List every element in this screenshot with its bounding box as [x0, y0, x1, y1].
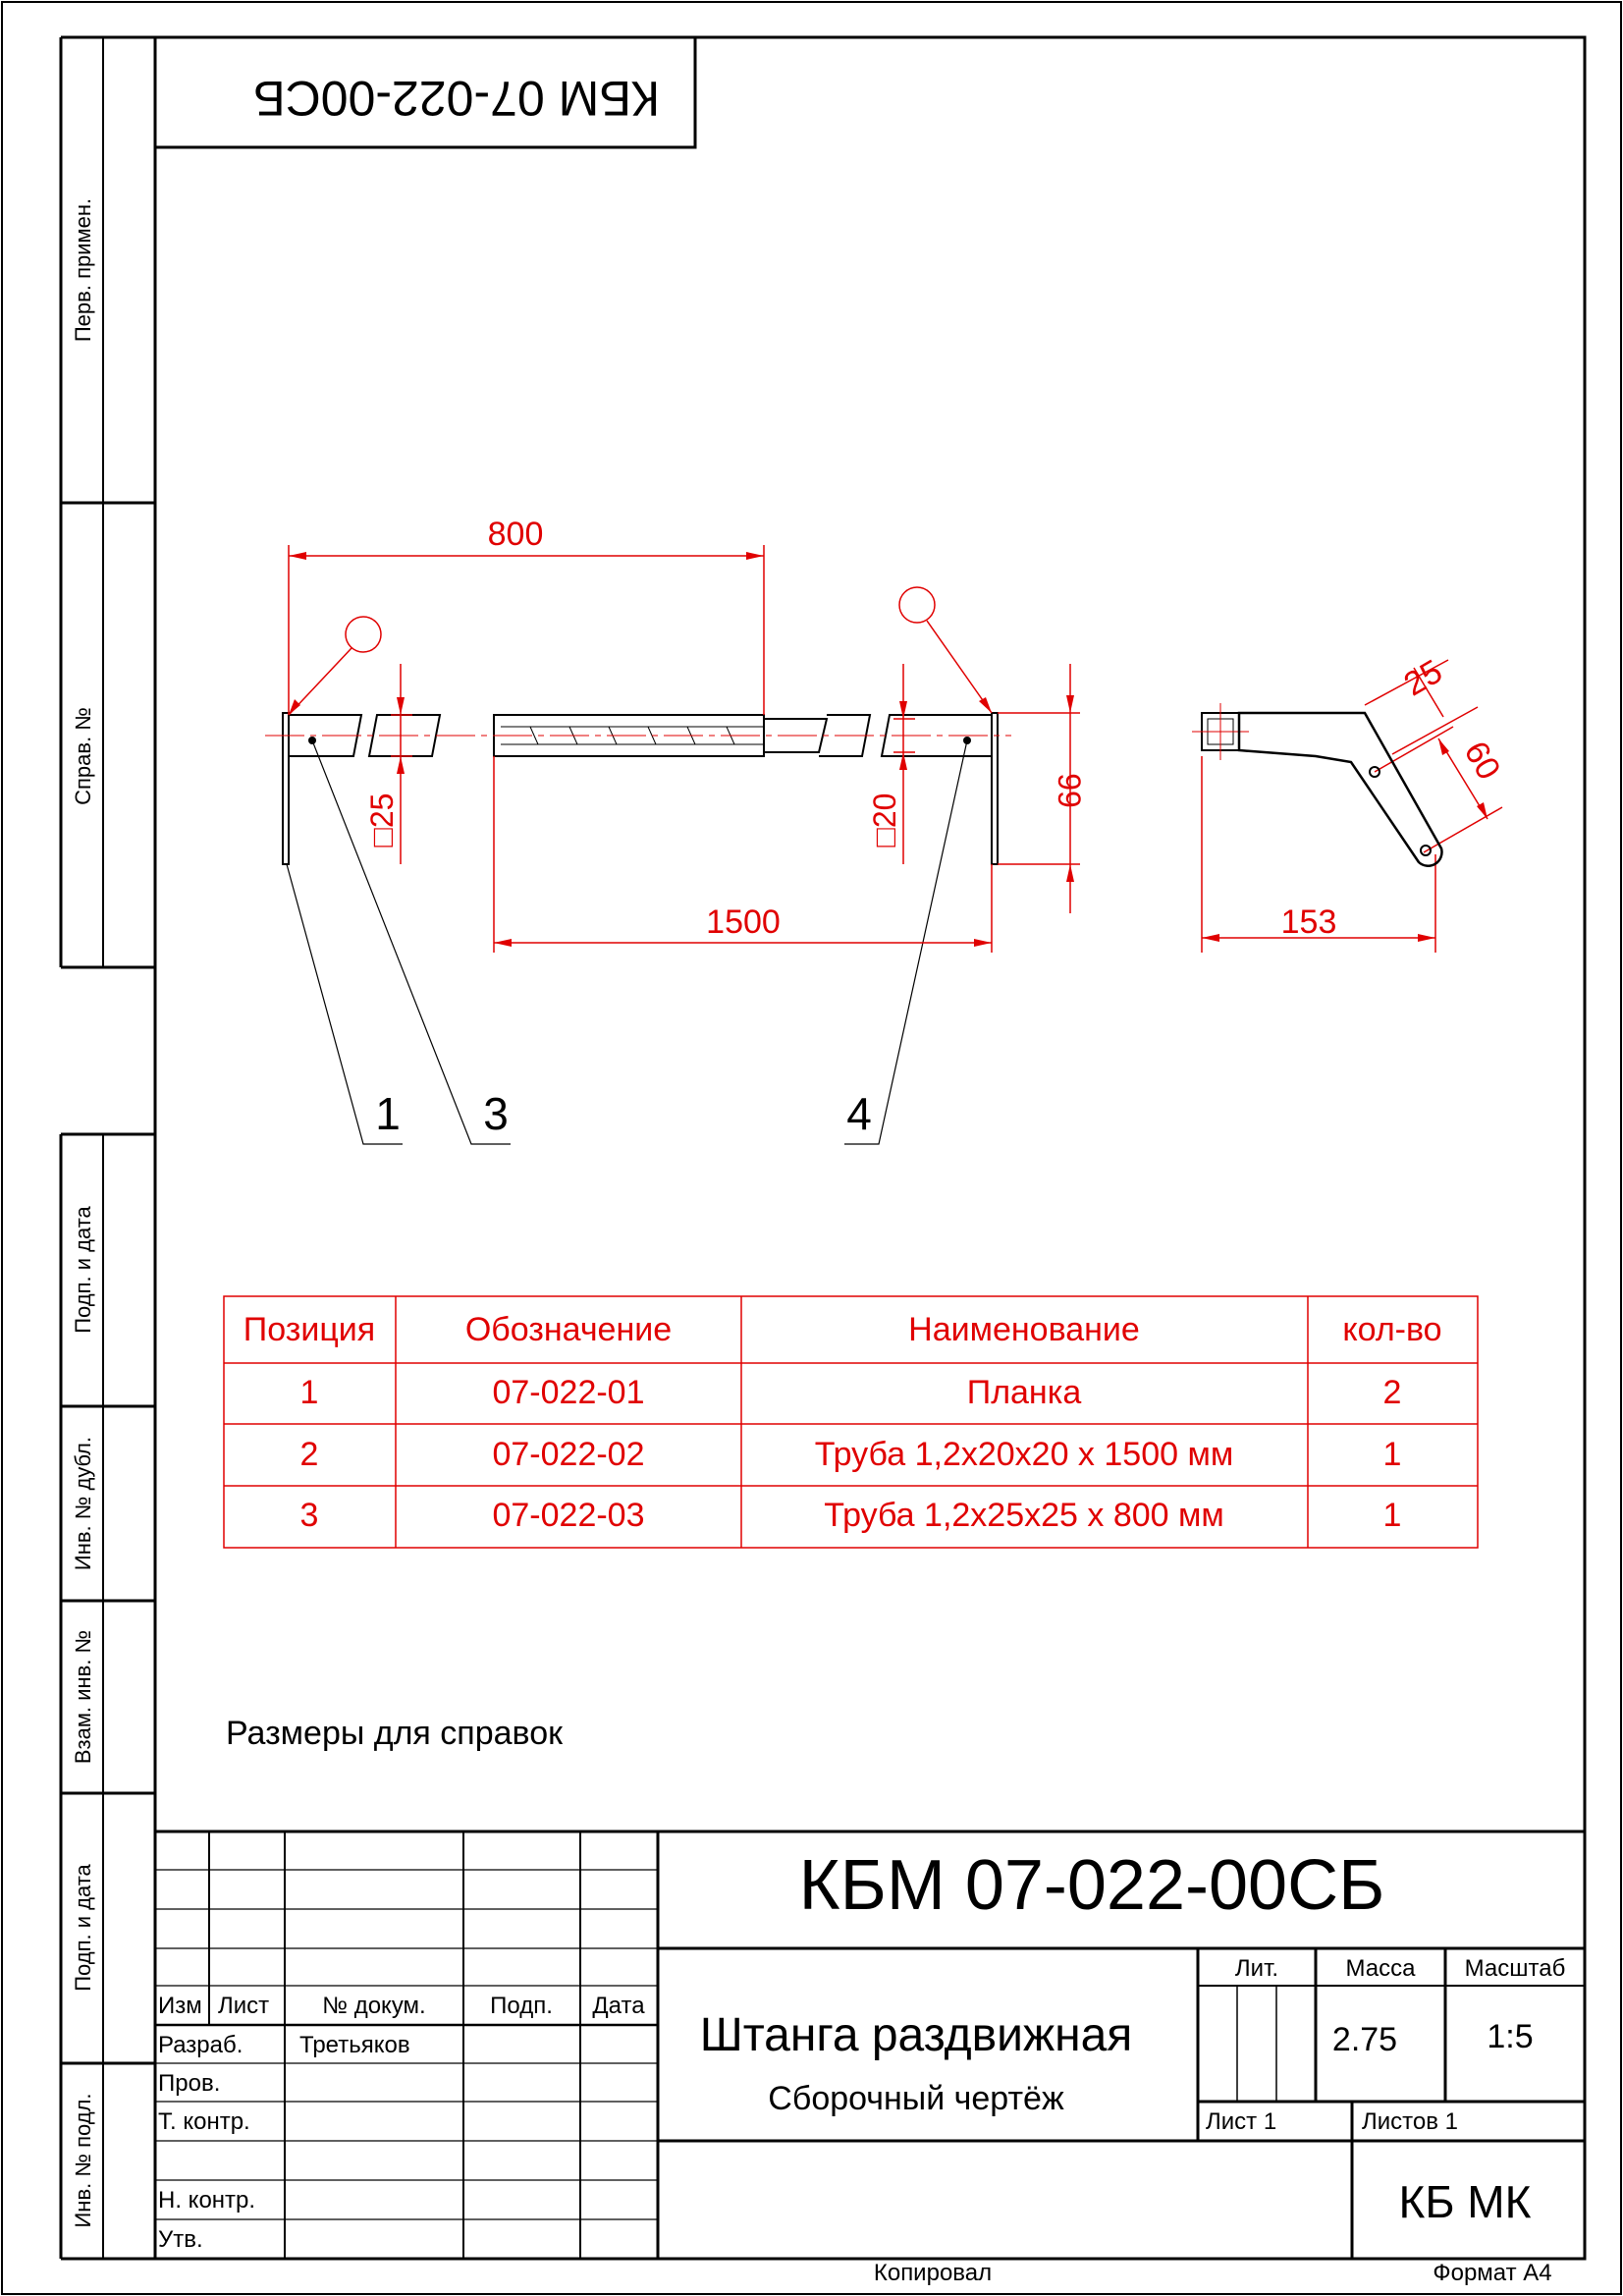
reference-note: Размеры для справок: [226, 1715, 563, 1752]
table-header-naimenovanie: Наименование: [908, 1311, 1140, 1348]
side-label-perv-primen: Перв. примен.: [71, 197, 95, 343]
title-block: [155, 1831, 1585, 2259]
label-t-kontr: Т. контр.: [158, 2108, 250, 2135]
dimensions: [289, 516, 1507, 953]
callout-4: 4: [846, 1088, 872, 1139]
table-header-pozitsiya: Позиция: [243, 1311, 376, 1348]
side-label-sprav-no: Справ. №: [71, 707, 95, 805]
table-header-oboznachenie: Обозначение: [464, 1311, 673, 1348]
label-doc-no: № докум.: [322, 1993, 426, 2019]
label-razrab: Разраб.: [158, 2032, 243, 2058]
table-cell: 07-022-03: [492, 1497, 645, 1534]
label-data: Дата: [592, 1993, 645, 2019]
table-cell: 1: [1382, 1497, 1402, 1534]
footer-kopiroval: Копировал: [873, 2260, 993, 2286]
table-cell: Планка: [966, 1374, 1082, 1411]
side-label-vzam-inv-no: Взам. инв. №: [71, 1629, 95, 1765]
document-type: Сборочный чертёж: [768, 2080, 1064, 2117]
side-label-podp-data-2: Подп. и дата: [71, 1864, 95, 1992]
label-list: Лист: [218, 1993, 270, 2019]
label-massa: Масса: [1345, 1955, 1416, 1982]
bracket-profile: [1239, 713, 1442, 866]
razrab-name: Третьяков: [299, 2032, 410, 2058]
dim-20-square: □20: [867, 793, 902, 847]
dim-60-angled: 60: [1456, 735, 1508, 787]
rotated-code-text: КБМ 07-022-00СБ: [252, 70, 661, 126]
label-sheet: Лист 1: [1206, 2108, 1277, 2135]
side-label-inv-no-podl: Инв. № подл.: [71, 2093, 95, 2228]
table-cell: 2: [299, 1436, 319, 1473]
side-column: [61, 37, 155, 2259]
table-cell: Труба 1,2х20х20 х 1500 мм: [814, 1436, 1234, 1473]
side-label-podp-data-1: Подп. и дата: [71, 1206, 95, 1334]
label-podp: Подп.: [490, 1993, 553, 2019]
document-name: Штанга раздвижная: [699, 2009, 1133, 2061]
outer-trim-border: [2, 2, 1621, 2294]
side-view: [1192, 703, 1442, 866]
organization: КБ МК: [1398, 2176, 1532, 2227]
callout-3: 3: [483, 1088, 509, 1139]
table-cell: 07-022-02: [492, 1436, 645, 1473]
leader-3: [312, 740, 511, 1144]
label-sheets-total: Листов 1: [1362, 2108, 1458, 2135]
label-lit: Лит.: [1234, 1955, 1279, 1982]
table-cell: 2: [1382, 1374, 1402, 1411]
label-izm: Изм: [158, 1993, 202, 2019]
drawing-frame: [155, 37, 1585, 2259]
table-cell: 07-022-01: [492, 1374, 645, 1411]
callout-1: 1: [375, 1088, 401, 1139]
label-utv: Утв.: [158, 2226, 203, 2253]
side-label-inv-no-dubl: Инв. № дубл.: [71, 1436, 95, 1571]
massa-value: 2.75: [1331, 2021, 1398, 2058]
label-prov: Пров.: [158, 2070, 221, 2097]
table-header-kolvo: кол-во: [1342, 1311, 1442, 1348]
dim-99: 99: [1052, 773, 1087, 808]
rotated-code-stamp: [155, 37, 695, 147]
dim-25-square: □25: [364, 793, 400, 847]
label-n-kontr: Н. контр.: [158, 2187, 256, 2214]
dim-153: 153: [1280, 903, 1337, 941]
document-code: КБМ 07-022-00СБ: [798, 1846, 1385, 1925]
dim-800: 800: [487, 516, 544, 553]
label-masshtab: Масштаб: [1464, 1955, 1566, 1982]
dim-1500: 1500: [706, 903, 781, 941]
table-cell: 3: [299, 1497, 319, 1534]
table-cell: 1: [299, 1374, 319, 1411]
dim-25-angled: 25: [1397, 652, 1449, 704]
front-view: [265, 713, 1011, 1144]
table-cell: 1: [1382, 1436, 1402, 1473]
masshtab-value: 1:5: [1487, 2018, 1534, 2055]
footer-format: Формат А4: [1433, 2260, 1552, 2286]
table-cell: Труба 1,2х25х25 х 800 мм: [824, 1497, 1224, 1534]
parts-table: [224, 1296, 1478, 1548]
